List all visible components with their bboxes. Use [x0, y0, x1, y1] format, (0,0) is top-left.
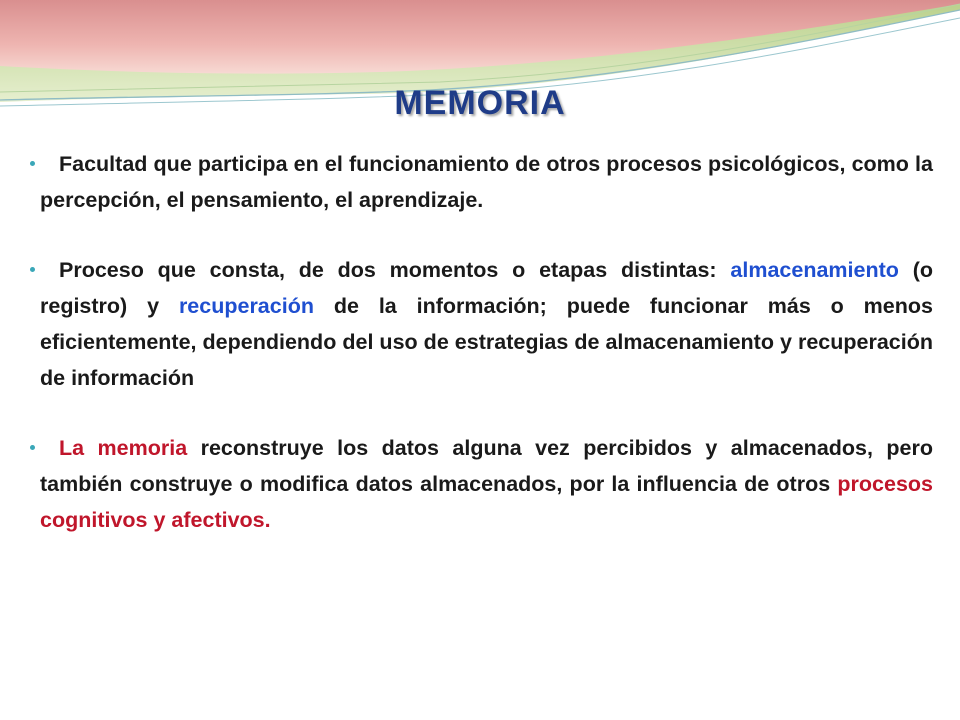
paragraph-text: reconstruye los datos alguna vez percibidos y almacenados, pero también construye o modifica datos almacenados, por la influencia de otros [40, 436, 934, 496]
highlighted-term: almacenamiento [730, 258, 899, 282]
bullet-dot-icon [30, 445, 35, 450]
paragraph-text: Facultad que participa en el funcionamiento de otros procesos psicológicos, como la percepción, el pensamiento, el aprendizaje. [40, 152, 933, 212]
highlighted-term: La memoria [59, 436, 188, 460]
bullet-paragraph [40, 252, 933, 396]
paragraph-text: (o registro) y [40, 258, 933, 318]
slide-title: MEMORIA [394, 84, 566, 122]
paragraph-text: Proceso que consta, de dos momentos o etapas distintas: [59, 258, 731, 282]
bullet-paragraph [40, 146, 933, 218]
bullet-paragraph [40, 430, 933, 538]
bullet-dot-icon [30, 161, 35, 166]
paragraph-text: de la información; puede funcionar más o menos eficientemente, dependiendo del uso de estrategias de almacenamiento y recuperación de información [40, 294, 933, 390]
bullet-dot-icon [30, 267, 35, 272]
content-body [40, 146, 933, 538]
highlighted-term: procesos cognitivos y afectivos. [40, 472, 933, 532]
highlighted-term: recuperación [178, 294, 314, 318]
